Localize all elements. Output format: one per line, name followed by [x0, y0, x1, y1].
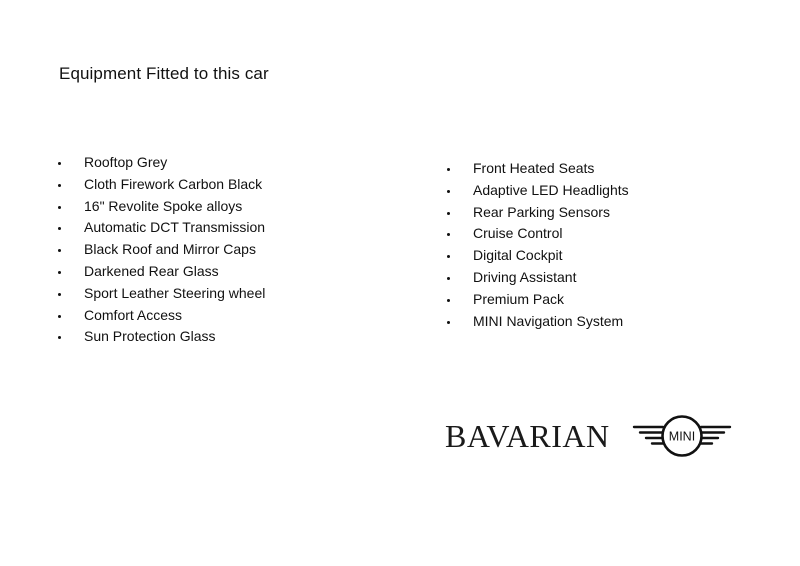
page-title: Equipment Fitted to this car: [59, 64, 269, 83]
logo-text: MINI: [668, 429, 695, 444]
dealer-wordmark: BAVARIAN: [445, 418, 610, 454]
list-item-label: Rear Parking Sensors: [473, 203, 610, 220]
list-item-label: Digital Cockpit: [473, 247, 563, 264]
bullet-icon: [58, 162, 61, 165]
list-item: [55, 239, 265, 261]
list-item-label: Sun Protection Glass: [84, 328, 216, 345]
list-item-label: Cloth Firework Carbon Black: [84, 175, 263, 192]
list-item-label: Driving Assistant: [473, 268, 577, 285]
list-item: [55, 305, 265, 327]
bullet-icon: [447, 321, 450, 324]
list-item: [444, 180, 629, 202]
bullet-icon: [447, 190, 450, 193]
list-item: [55, 152, 265, 174]
bullet-icon: [447, 212, 450, 215]
bullet-icon: [58, 271, 61, 274]
list-item: [444, 158, 629, 180]
list-item: [55, 326, 265, 348]
bullet-icon: [447, 233, 450, 236]
list-item-label: 16" Revolite Spoke alloys: [84, 197, 243, 214]
list-item-label: Adaptive LED Headlights: [473, 181, 629, 198]
list-item: [444, 223, 629, 245]
list-item: [55, 174, 265, 196]
bullet-icon: [58, 249, 61, 252]
list-item-label: Darkened Rear Glass: [84, 262, 219, 279]
list-item-label: MINI Navigation System: [473, 312, 624, 329]
list-item: [55, 196, 265, 218]
bullet-icon: [58, 184, 61, 187]
list-item: [55, 217, 265, 239]
bullet-icon: [58, 293, 61, 296]
bullet-icon: [447, 168, 450, 171]
list-item-label: Rooftop Grey: [84, 154, 168, 170]
equipment-list-left: [55, 152, 265, 348]
bullet-icon: [447, 299, 450, 302]
list-item-label: Front Heated Seats: [473, 160, 595, 176]
bullet-icon: [58, 206, 61, 209]
mini-wings-logo-icon: [632, 414, 732, 458]
brand-footer: [445, 414, 732, 458]
list-item-label: Sport Leather Steering wheel: [84, 284, 266, 301]
bullet-icon: [58, 336, 61, 339]
list-item: [444, 311, 629, 333]
list-item: [55, 261, 265, 283]
list-item: [55, 283, 265, 305]
list-item-label: Black Roof and Mirror Caps: [84, 241, 256, 258]
list-item-label: Premium Pack: [473, 290, 565, 307]
list-item-label: Automatic DCT Transmission: [84, 219, 266, 236]
equipment-list-right: [444, 158, 629, 332]
list-item: [444, 245, 629, 267]
bullet-icon: [447, 255, 450, 258]
list-item: [444, 202, 629, 224]
list-item: [444, 289, 629, 311]
bullet-icon: [58, 227, 61, 230]
list-item-label: Cruise Control: [473, 225, 563, 242]
bullet-icon: [447, 277, 450, 280]
bullet-icon: [58, 315, 61, 318]
list-item: [444, 267, 629, 289]
list-item-label: Comfort Access: [84, 306, 183, 323]
